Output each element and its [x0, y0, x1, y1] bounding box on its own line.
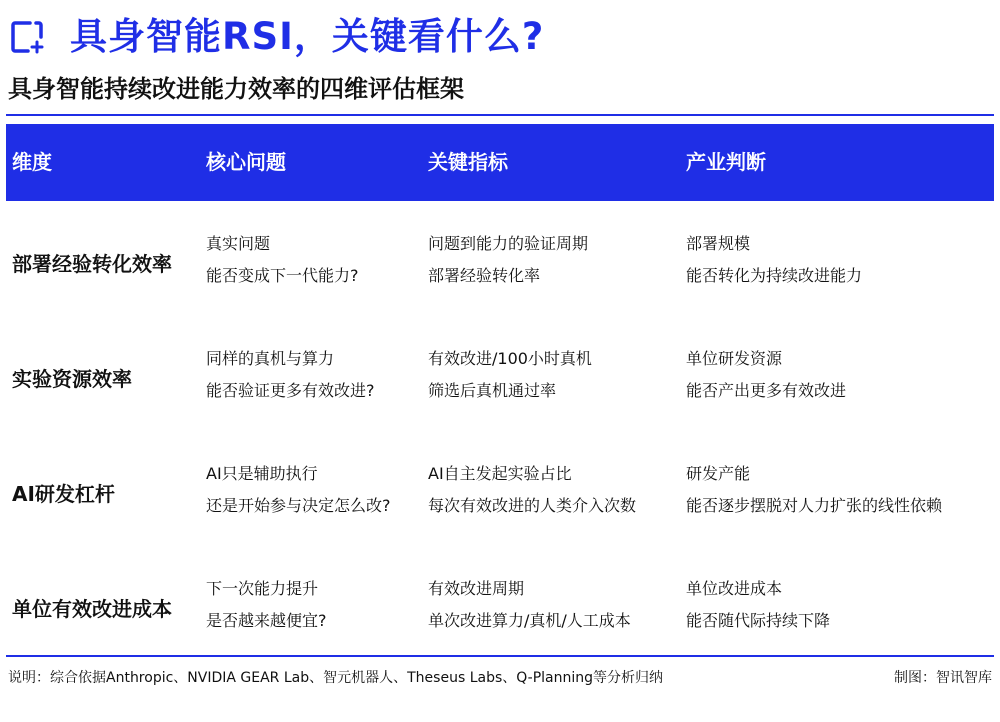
chart-credit: 制图：智讯智库 [894, 670, 992, 686]
row-metric-line: 单次改进算力/真机/人工成本 [428, 611, 631, 630]
row-judgement-line: 部署规模 [686, 234, 751, 253]
divider-bottom [6, 655, 994, 657]
row-metric-line: AI自主发起实验占比 [428, 464, 572, 483]
row-dimension: 实验资源效率 [12, 367, 132, 391]
row-question-line: 同样的真机与算力 [206, 349, 335, 368]
row-judgement-line: 能否产出更多有效改进 [686, 381, 847, 400]
row-judgement-line: 能否转化为持续改进能力 [686, 266, 863, 285]
row-dimension: AI研发杠杆 [12, 482, 115, 506]
row-dimension: 单位有效改进成本 [12, 597, 172, 621]
row-question-line: 还是开始参与决定怎么改? [206, 496, 391, 515]
row-judgement-line: 单位改进成本 [686, 579, 783, 598]
row-question-line: AI只是辅助执行 [206, 464, 318, 483]
column-header-judgement: 产业判断 [686, 150, 766, 174]
page-subtitle: 具身智能持续改进能力效率的四维评估框架 [8, 75, 464, 103]
column-header-metrics: 关键指标 [428, 150, 508, 174]
row-metric-line: 问题到能力的验证周期 [428, 234, 589, 253]
page-title: 具身智能RSI，关键看什么? [70, 15, 545, 58]
row-question-line: 能否变成下一代能力? [206, 266, 359, 285]
row-metric-line: 每次有效改进的人类介入次数 [428, 496, 637, 515]
row-metric-line: 有效改进周期 [428, 579, 525, 598]
row-metric-line: 部署经验转化率 [428, 266, 541, 285]
source-note: 说明：综合依据Anthropic、NVIDIA GEAR Lab、智元机器人、Theseus Labs、Q-Planning等分析归纳 [8, 670, 664, 686]
row-question-line: 下一次能力提升 [206, 579, 319, 598]
row-question-line: 真实问题 [206, 234, 271, 253]
divider-top [6, 114, 994, 116]
row-question-line: 是否越来越便宜? [206, 611, 327, 630]
column-header-question: 核心问题 [206, 150, 286, 174]
table-row [6, 458, 994, 548]
row-metric-line: 筛选后真机通过率 [428, 381, 557, 400]
row-judgement-line: 能否逐步摆脱对人力扩张的线性依赖 [686, 496, 943, 515]
column-header-dimension: 维度 [12, 150, 52, 174]
table-row [6, 573, 994, 663]
plus-square-icon [10, 20, 44, 54]
row-question-line: 能否验证更多有效改进? [206, 381, 375, 400]
row-judgement-line: 研发产能 [686, 464, 751, 483]
table-row [6, 343, 994, 433]
table-header [6, 124, 994, 201]
table-row [6, 228, 994, 318]
row-dimension: 部署经验转化效率 [12, 252, 172, 276]
row-metric-line: 有效改进/100小时真机 [428, 349, 592, 368]
row-judgement-line: 能否随代际持续下降 [686, 611, 831, 630]
row-judgement-line: 单位研发资源 [686, 349, 783, 368]
